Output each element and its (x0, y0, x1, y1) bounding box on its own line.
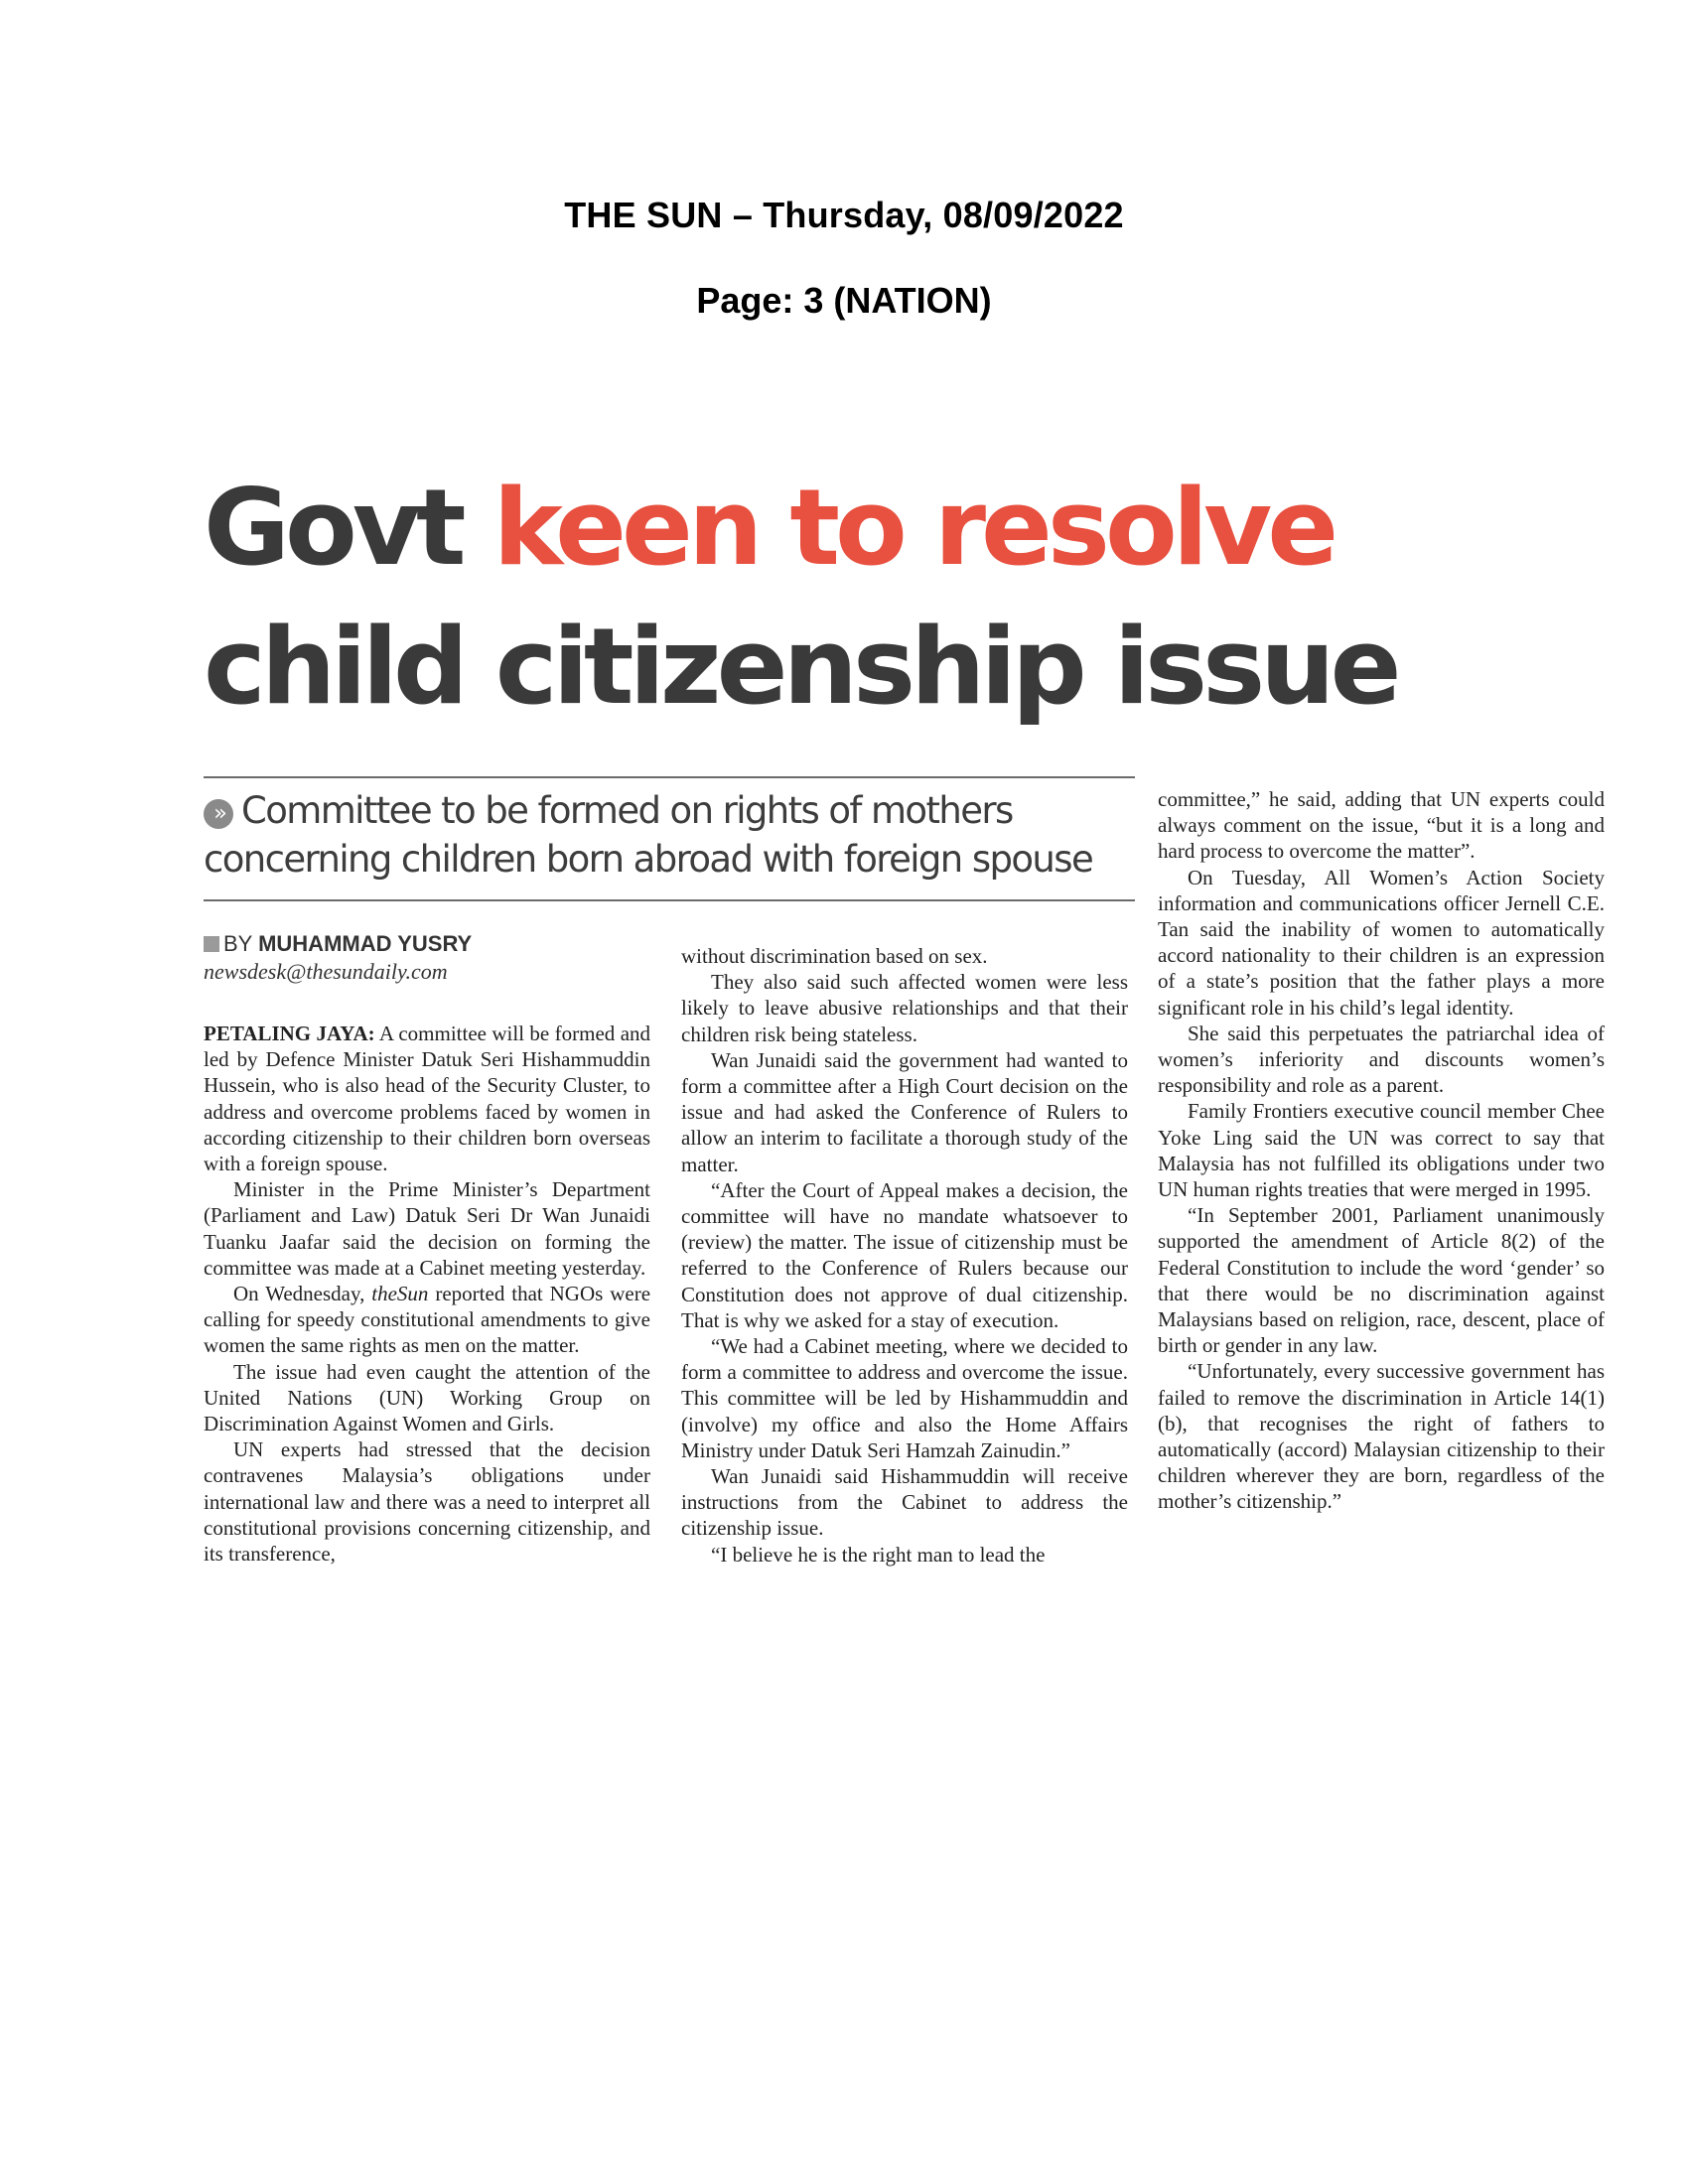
byline-prefix: BY (223, 931, 252, 956)
paragraph-text: On Wednesday, (233, 1282, 365, 1306)
article-paragraph: Family Frontiers executive council member Chee Yoke Ling said the UN was correct to say that Malaysia has not fulfilled its obligations under two UN human rights treaties that were merged in 1995. (1158, 1099, 1605, 1202)
article-paragraph: “We had a Cabinet meeting, where we decided to form a committee to address and overcome the issue. This committee will be led by Hishammuddin and (involve) my office and also the Home Affairs Ministry under Datuk Seri Hamzah Zainudin.” (681, 1334, 1128, 1462)
article-paragraph: Wan Junaidi said the government had wanted to form a committee after a High Court decision on the issue and had asked the Conference of Rulers to allow an interim to facilitate a thorough study of the matter. (681, 1047, 1128, 1176)
article-paragraph: Wan Junaidi said Hishammuddin will receive instructions from the Cabinet to address the citizenship issue. (681, 1464, 1128, 1541)
article-paragraph: committee,” he said, adding that UN experts could always comment on the issue, “but it is a long and hard process to overcome the matter”. (1158, 787, 1605, 864)
paragraph-text: reported that NGOs were calling for speedy constitutional amendments to give women the same rights as men on the matter. (204, 1282, 651, 1358)
publication-header: THE SUN – Thursday, 08/09/2022 (564, 195, 1124, 235)
article-paragraph: “In September 2001, Parliament unanimously supported the amendment of Article 8(2) of the Federal Constitution to include the word ‘gender’ so that there would be no discrimination against Malaysians based on religion, race, descent, place of birth or gender in any law. (1158, 1203, 1605, 1358)
double-chevron-right-icon: ›› (204, 799, 233, 829)
article-column-2 (681, 943, 1128, 1568)
article-column-3 (1158, 786, 1605, 1515)
article-paragraph (204, 1021, 650, 1176)
article-paragraph: without discrimination based on sex. (681, 944, 988, 968)
square-icon (204, 936, 219, 952)
author-email: newsdesk@thesundaily.com (204, 959, 448, 984)
article-paragraph: “I believe he is the right man to lead the (711, 1542, 1046, 1567)
article-paragraph: “After the Court of Appeal makes a decision, the committee will have no mandate whatsoever to (review) the matter. The issue of citizenship must be referred to the Conference of Rulers because our Constitution does not approve of dual citizenship. That is why we asked for a stay of execution. (681, 1177, 1128, 1332)
article-paragraph: They also said such affected women were less likely to leave abusive relationships and that their children risk being stateless. (681, 970, 1128, 1046)
article-paragraph: On Tuesday, All Women’s Action Society information and communications officer Jernell C.E. Tan said the inability of women to automatically accord nationality to their children is an expression of a state’s position that the father plays a more significant role in his child’s legal identity. (1158, 865, 1605, 1020)
article-paragraph: The issue had even caught the attention of the United Nations (UN) Working Group on Discrimination Against Women and Girls. (204, 1359, 650, 1436)
standfirst-bottom-rule (204, 899, 1135, 901)
headline-highlight: keen to resolve (492, 467, 1335, 589)
dateline: PETALING JAYA: (204, 1022, 375, 1045)
byline-author: MUHAMMAD YUSRY (258, 931, 473, 956)
article-paragraph (204, 1281, 650, 1359)
paragraph-text: A committee will be formed and led by Defence Minister Datuk Seri Hishammuddin Hussein, who is also head of the Security Cluster, to address and overcome problems faced by women in according citizenship to their children born overseas with a foreign spouse. (204, 1022, 651, 1176)
byline (204, 931, 660, 957)
headline (204, 459, 1594, 737)
article-paragraph: “Unfortunately, every successive government has failed to remove the discrimination in Article 14(1)(b), that recognises the right of fathers to automatically (accord) Malaysian citizenship to their children wherever they are born, regardless of the mother’s citizenship.” (1158, 1359, 1605, 1514)
article-column-1 (204, 1021, 650, 1567)
standfirst-line-1: Committee to be formed on rights of mothers (241, 789, 1013, 832)
article-paragraph: UN experts had stressed that the decision contravenes Malaysia’s obligations under international law and there was a need to interpret all constitutional provisions concerning citizenship, and its transference, (204, 1437, 650, 1567)
publication-name: theSun (371, 1282, 429, 1306)
page-reference: Page: 3 (NATION) (696, 280, 992, 321)
article-paragraph: Minister in the Prime Minister’s Department (Parliament and Law) Datuk Seri Dr Wan Junaidi Tuanku Jaafar said the decision on forming the committee was made at a Cabinet meeting yesterday. (204, 1177, 650, 1280)
standfirst-top-rule (204, 776, 1135, 778)
article-paragraph: She said this perpetuates the patriarchal idea of women’s inferiority and discounts women’s responsibility and role as a parent. (1158, 1021, 1605, 1098)
headline-part-2: child citizenship issue (204, 606, 1397, 728)
standfirst (204, 786, 1137, 884)
standfirst-line-2: concerning children born abroad with foreign spouse (204, 838, 1093, 881)
headline-part-1: Govt (204, 467, 462, 589)
